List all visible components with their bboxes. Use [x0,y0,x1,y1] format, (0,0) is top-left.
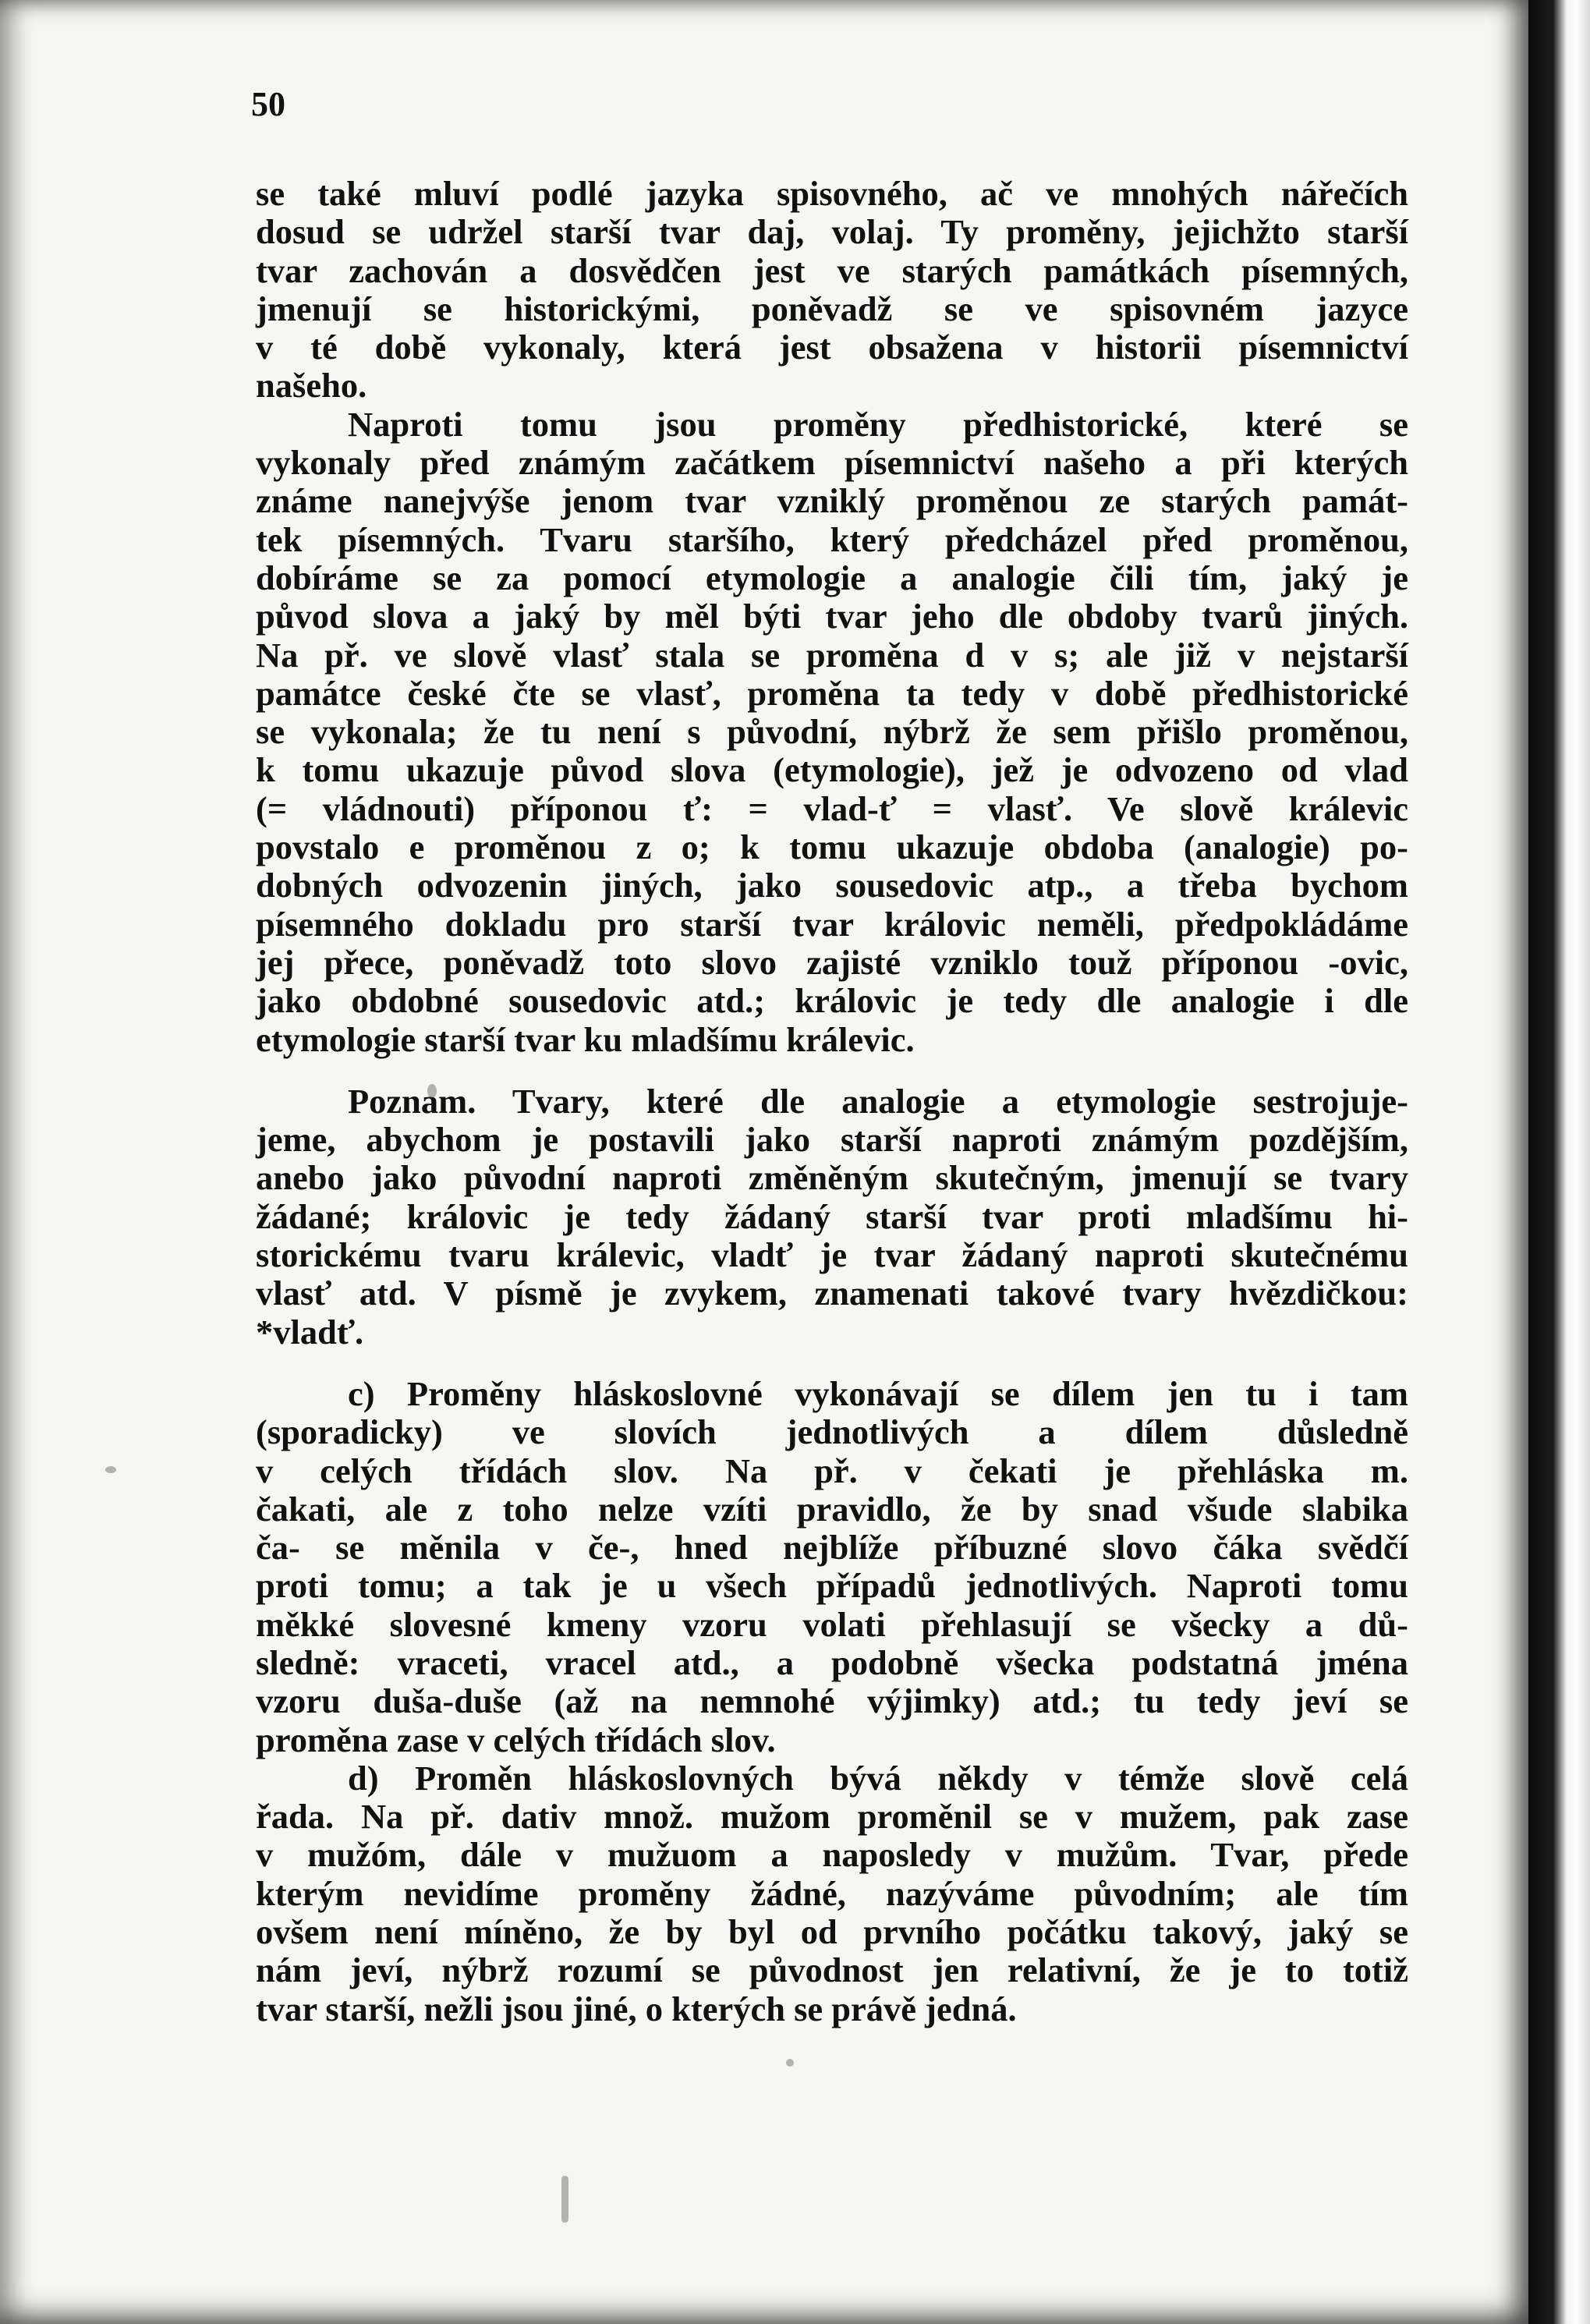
text-line: měkké slovesné kmeny vzoru volati přehlasují se všecky a dů- [256,1604,1408,1644]
paper-speck [786,2059,794,2067]
text-line: proměna zase v celých třídách slov. [256,1720,776,1759]
text-line: vykonaly před známým začátkem písemnictví našeho a při kterých [256,443,1408,483]
text-line: ča- se měnila v če-, hned nejblíže příbuzné slovo čáka svědčí [256,1528,1408,1568]
text-line: etymologie starší tvar ku mladšímu králevic. [256,1019,915,1059]
text-line: písemného dokladu pro starší tvar královic neměli, předpokládáme [256,904,1408,944]
text-line: řada. Na př. dativ množ. mužom proměnil se v mužem, pak zase [256,1797,1408,1837]
text-line: žádané; královic je tedy žádaný starší tvar proti mladšímu hi- [256,1196,1408,1236]
text-line: kterým nevidíme proměny žádné, nazýváme původním; ale tím [256,1873,1408,1913]
text-line: Poznam. Tvary, které dle analogie a etymologie sestrojuje- [348,1081,1408,1121]
text-line: (sporadicky) ve slovích jednotlivých a dílem důsledně [256,1412,1408,1452]
text-line: proti tomu; a tak je u všech případů jednotlivých. Naproti tomu [256,1566,1408,1606]
text-line: našeho. [256,366,367,406]
text-line: v celých třídách slov. Na př. v čekati je přehláska m. [256,1451,1408,1490]
text-line: dosud se udržel starší tvar daj, volaj. Ty proměny, jejichžto starší [256,212,1408,252]
text-line: jmenují se historickými, poněvadž se ve spisovném jazyce [256,289,1408,328]
text-line: tvar starší, nežli jsou jiné, o kterých se právě jedná. [256,1989,1017,2028]
body-text [256,175,1408,2028]
text-line: povstalo e proměnou z o; k tomu ukazuje obdoba (analogie) po- [256,827,1408,867]
page-number: 50 [251,85,285,123]
text-line: čakati, ale z toho nelze vzíti pravidlo, že by snad všude slabika [256,1489,1408,1529]
text-line: nám jeví, nýbrž rozumí se původnost jen relativní, že je to totiž [256,1950,1408,1990]
text-line: tvar zachován a dosvědčen jest ve starých památkách písemných, [256,250,1408,290]
text-line: storickému tvaru králevic, vladť je tvar žádaný naproti skutečnému [256,1235,1408,1275]
text-line: ovšem není míněno, že by byl od prvního počátku takový, jaký se [256,1912,1408,1952]
text-line: původ slova a jaký by měl býti tvar jeho dle obdoby tvarů jiných. [256,597,1408,636]
text-line: jej přece, poněvadž toto slovo zajisté vzniklo touž příponou -ovic, [256,942,1408,982]
text-line: památce české čte se vlasť, proměna ta tedy v době předhistorické [256,673,1408,713]
text-line: (= vládnouti) příponou ť: = vlad-ť = vlasť. Ve slově králevic [256,788,1408,828]
page-gutter [1528,0,1590,2324]
text-line: známe nanejvýše jenom tvar vzniklý proměnou ze starých památ- [256,481,1408,521]
text-line: jako obdobné sousedovic atd.; královic je tedy dle analogie i dle [256,981,1408,1021]
text-line: vlasť atd. V písmě je zvykem, znamenati takové tvary hvězdičkou: [256,1274,1408,1313]
paper-speck [561,2176,568,2223]
text-line: se také mluví podlé jazyka spisovného, ač ve mnohých nářečích [256,174,1408,213]
text-line: jeme, abychom je postavili jako starší naproti známým pozdějším, [256,1120,1408,1160]
text-line: d) Proměn hláskoslovných bývá někdy v témže slově celá [348,1758,1408,1798]
text-line: v mužóm, dále v mužuom a naposledy v mužům. Tvar, přede [256,1835,1408,1875]
text-line: Na př. ve slově vlasť stala se proměna d v s; ale již v nejstarší [256,635,1408,675]
paper-speck [427,1084,437,1098]
paper-speck [105,1466,116,1473]
text-line: se vykonala; že tu není s původní, nýbrž že sem přišlo proměnou, [256,712,1408,752]
text-line: sledně: vraceti, vracel atd., a podobně všecka podstatná jména [256,1642,1408,1682]
text-line: anebo jako původní naproti změněným skutečným, jmenují se tvary [256,1158,1408,1198]
text-line: v té době vykonaly, která jest obsažena v historii písemnictví [256,328,1408,367]
text-line: Naproti tomu jsou proměny předhistorické, které se [348,404,1408,444]
text-line: dobíráme se za pomocí etymologie a analogie čili tím, jaký je [256,558,1408,597]
text-line: dobných odvozenin jiných, jako sousedovic atp., a třeba bychom [256,866,1408,905]
text-line: tek písemných. Tvaru staršího, který předcházel před proměnou, [256,519,1408,559]
paragraph-gap [256,1352,1408,1375]
text-line: c) Proměny hláskoslovné vykonávají se dílem jen tu i tam [348,1373,1408,1413]
paragraph-gap [256,1059,1408,1082]
text-line: *vladť. [256,1312,364,1352]
text-line: k tomu ukazuje původ slova (etymologie), jež je odvozeno od vlad [256,750,1408,790]
text-line: vzoru duša-duše (až na nemnohé výjimky) atd.; tu tedy jeví se [256,1681,1408,1721]
